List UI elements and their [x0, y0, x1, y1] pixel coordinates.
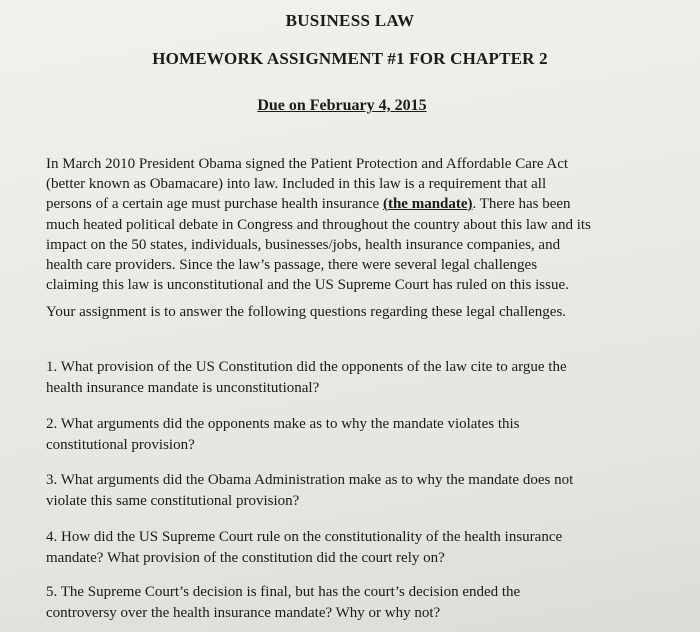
question-text: 5. The Supreme Court’s decision is final, but has the court’s decision ended the	[46, 584, 521, 600]
intro-line: impact on the 50 states, individuals, businesses/jobs, health insurance companies, and	[46, 236, 561, 253]
question-1	[46, 357, 666, 399]
intro-line: health care providers. Since the law’s passage, there were several legal challenges	[46, 257, 538, 274]
intro-line: (better known as Obamacare) into law. Included in this law is a requirement that all	[46, 176, 547, 193]
intro-line: much heated political debate in Congress and throughout the country about this law and its	[46, 216, 591, 233]
question-text: 1. What provision of the US Constitution did the opponents of the law cite to argue the	[46, 359, 567, 375]
question-text: constitutional provision?	[46, 437, 195, 453]
question-text: violate this same constitutional provision?	[46, 493, 300, 509]
intro-line: In March 2010 President Obama signed the Patient Protection and Affordable Care Act	[46, 156, 569, 172]
question-text: mandate? What provision of the constitution did the court rely on?	[46, 550, 445, 566]
question-5	[46, 582, 666, 624]
assignment-heading: HOMEWORK ASSIGNMENT #1 FOR CHAPTER 2	[152, 49, 548, 68]
intro-line	[46, 194, 664, 214]
question-3	[46, 470, 666, 512]
assignment-instruction: Your assignment is to answer the following questions regarding these legal challenges.	[46, 304, 567, 320]
question-text: controversy over the health insurance mandate? Why or why not?	[46, 605, 441, 621]
intro-line: claiming this law is unconstitutional and the US Supreme Court has ruled on this issue.	[46, 277, 569, 294]
intro-line-part: . There has been	[472, 196, 571, 213]
due-date: Due on February 4, 2015	[257, 97, 427, 114]
mandate-term: (the mandate)	[382, 196, 473, 213]
intro-line-part: persons of a certain age must purchase health insurance	[46, 196, 383, 213]
question-text: 2. What arguments did the opponents make as to why the mandate violates this	[46, 416, 520, 432]
intro-paragraph	[46, 154, 664, 295]
question-2	[46, 414, 666, 456]
question-text: 4. How did the US Supreme Court rule on the constitutionality of the health insurance	[46, 529, 563, 545]
question-text: health insurance mandate is unconstitutional?	[46, 380, 320, 396]
question-4	[46, 527, 666, 569]
question-text: 3. What arguments did the Obama Administration make as to why the mandate does not	[46, 472, 574, 488]
document-title: BUSINESS LAW	[285, 11, 415, 30]
